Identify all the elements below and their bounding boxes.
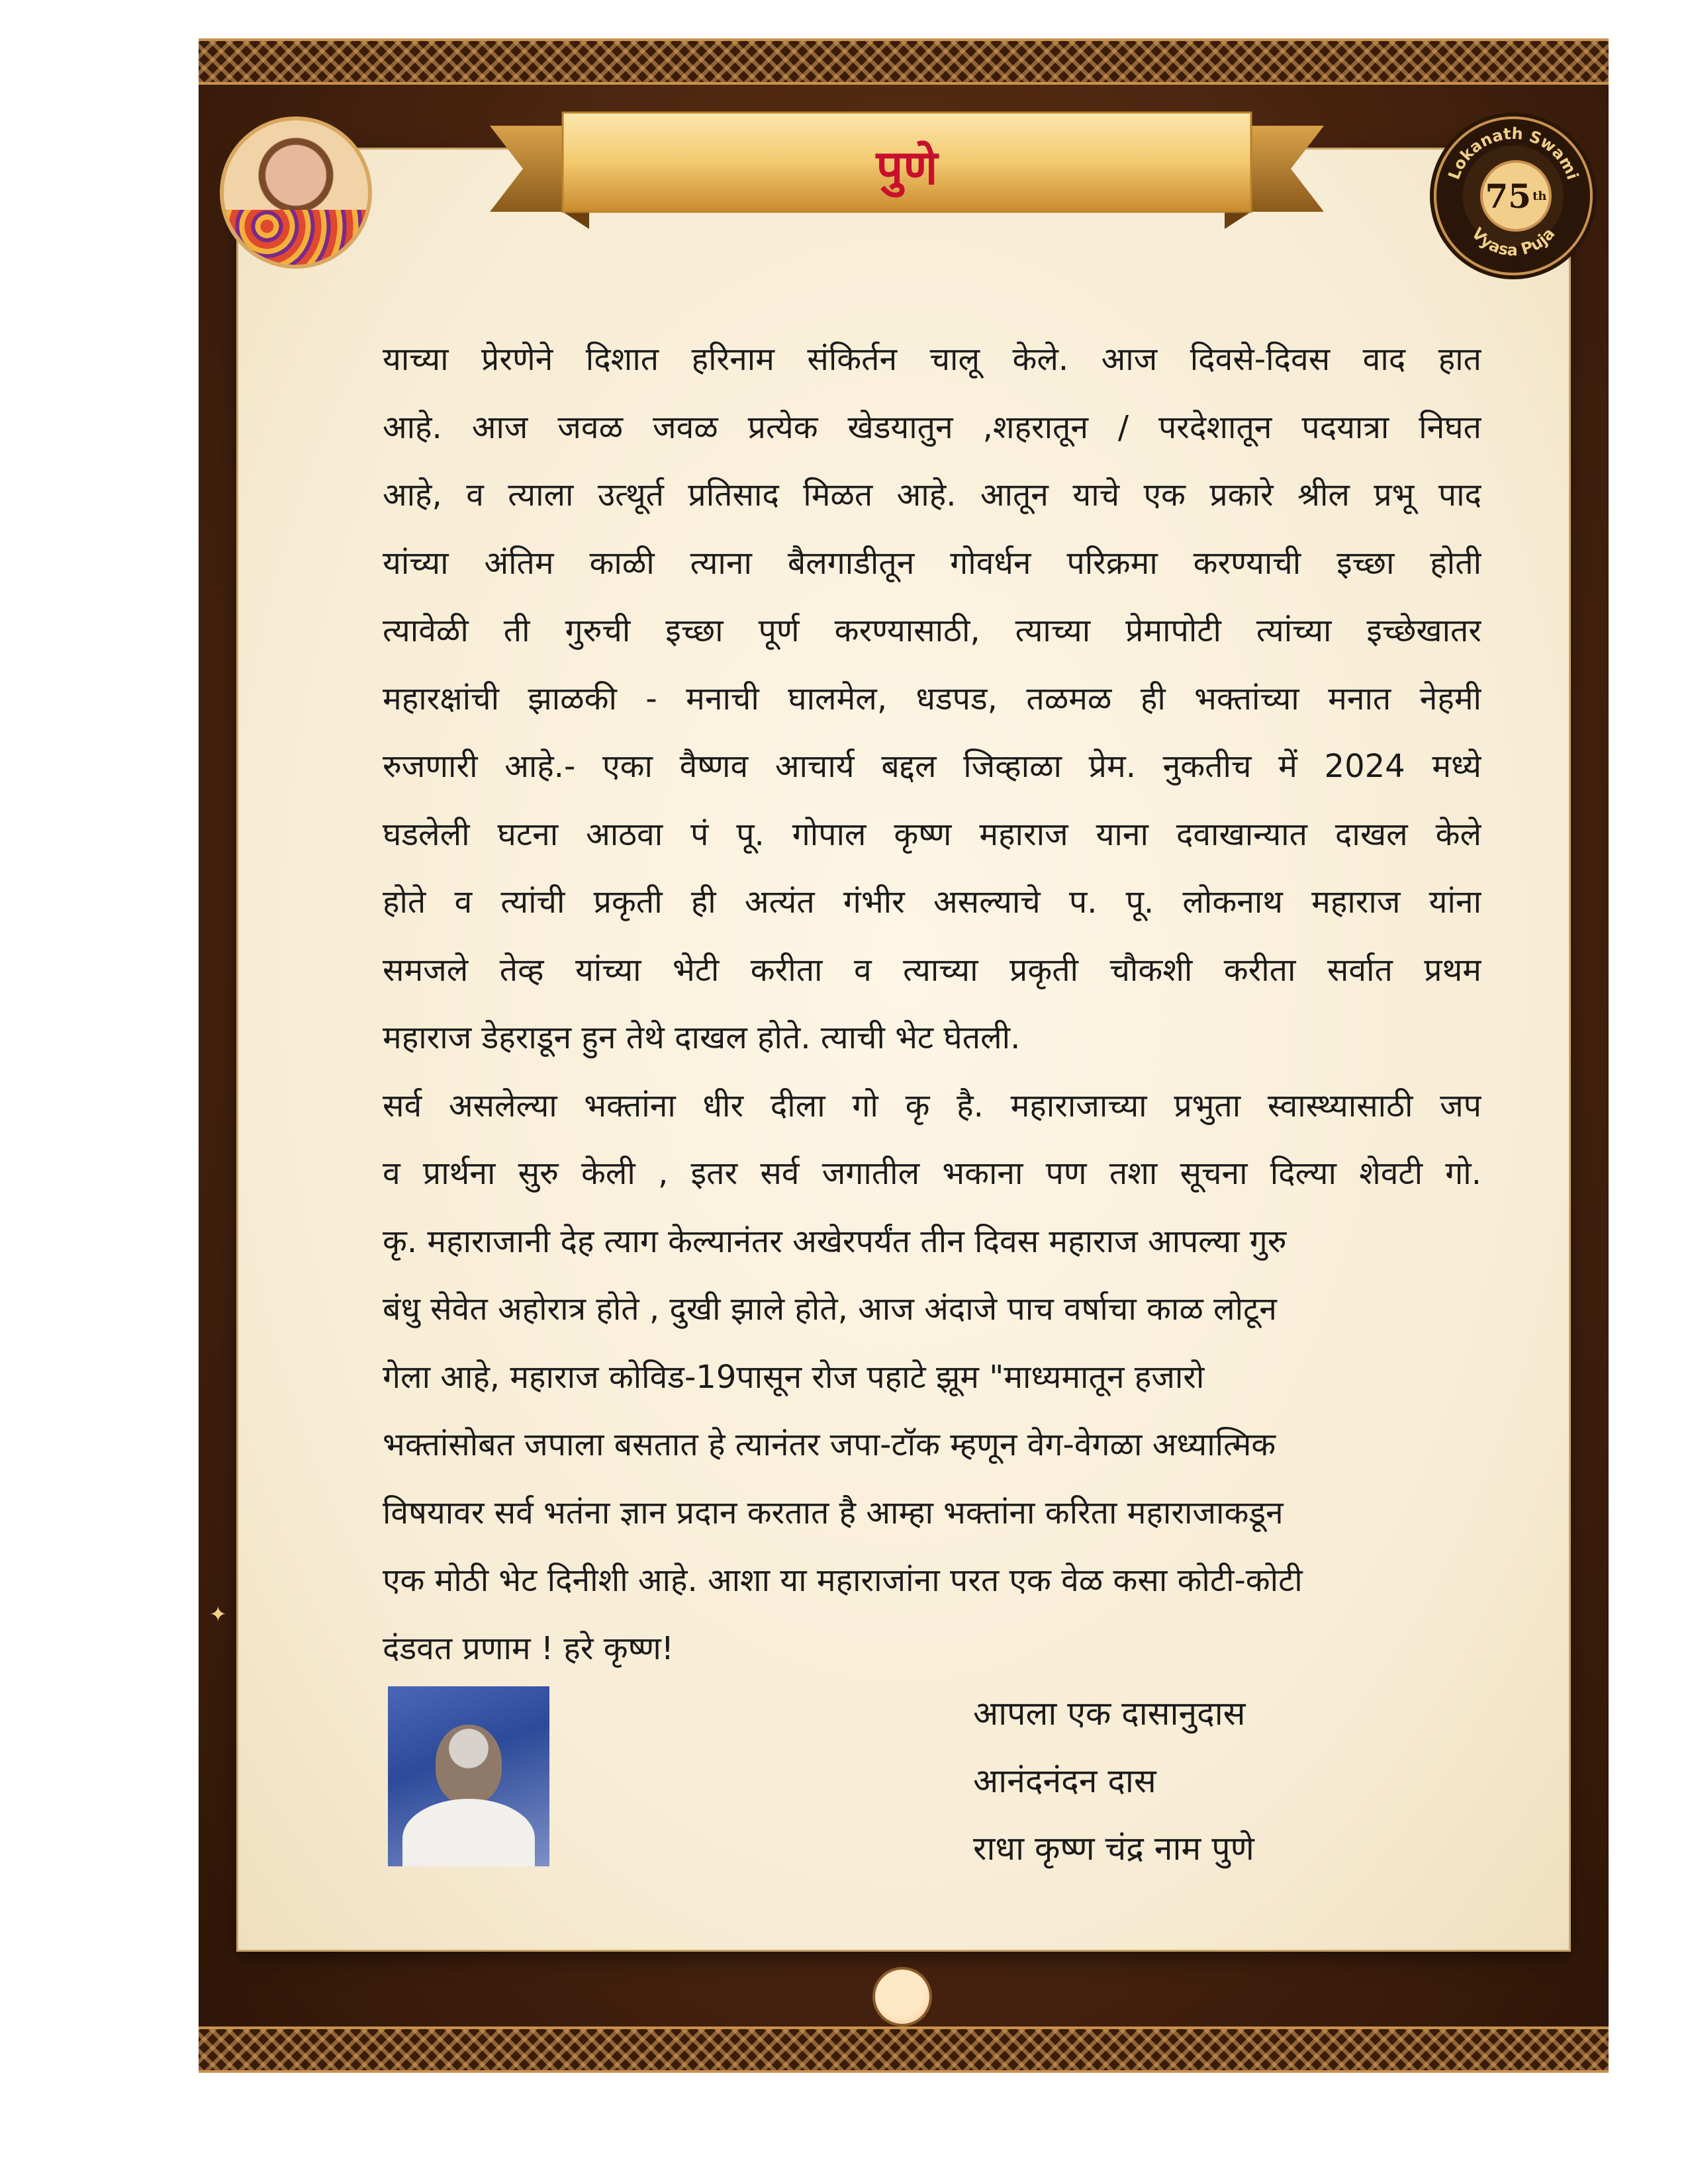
body-line: होते व त्यांची प्रकृती ही अत्यंत गंभीर असल्याचे प. पू. लोकनाथ महाराज यांना (383, 884, 1481, 921)
decorative-knob (875, 1970, 929, 2024)
body-line: त्यावेळी ती गुरुची इच्छा पूर्ण करण्यासाठी, त्याच्या प्रेमापोटी त्यांच्या इच्छेखातर (383, 612, 1481, 649)
author-face (436, 1725, 502, 1804)
signature-location: राधा कृष्ण चंद्र नाम पुणे (973, 1829, 1254, 1868)
seal-top-text: Lokanath Swami (1444, 124, 1582, 182)
vyasa-puja-seal (1434, 116, 1593, 275)
flower-garland (224, 210, 368, 265)
page-title: पुणे (876, 139, 938, 195)
body-line: बंधु सेवेत अहोरात्र होते , दुखी झाले होते, आज अंदाजे पाच वर्षाचा काळ लोटून (383, 1291, 1277, 1328)
body-line: गेला आहे, महाराज कोविड-19पासून रोज पहाटे झूम "माध्यमातून हजारो (383, 1358, 1205, 1396)
body-line: विषयावर सर्व भतंना ज्ञान प्रदान करतात है आम्हा भक्तांना करिता महाराजाकडून (383, 1494, 1284, 1531)
seal-number-badge (1480, 160, 1552, 232)
sparkle-icon: ✦ (209, 1602, 227, 1627)
body-line: घडलेली घटना आठवा पं पू. गोपाल कृष्ण महाराज याना दवाखान्यात दाखल केले (383, 815, 1481, 853)
body-line: रुजणारी आहे.- एका वैष्णव आचार्य बद्दल जिव्हाळा प्रेम. नुकतीच में 2024 मध्ये (383, 748, 1481, 785)
body-line: आहे. आज जवळ जवळ प्रत्येक खेडयातुन ,शहरातून / परदेशातून पदयात्रा निघत (383, 408, 1481, 446)
body-line: समजले तेव्ह यांच्या भेटी करीता व त्याच्या प्रकृती चौकशी करीता सर्वात प्रथम (383, 951, 1481, 989)
body-line: यांच्या अंतिम काळी त्याना बैलगाडीतून गोवर्धन परिक्रमा करण्याची इच्छा होती (383, 544, 1481, 582)
body-line: दंडवत प्रणाम ! हरे कृष्ण! (383, 1629, 675, 1667)
author-photo (388, 1686, 549, 1866)
body-line: एक मोठी भेट दिनीशी आहे. आशा या महाराजांना परत एक वेळ कसा कोटी-कोटी (383, 1562, 1303, 1599)
letter-body (383, 326, 1481, 1682)
portrait-photo (220, 116, 372, 269)
body-line: महाराज डेहराडून हुन तेथे दाखल होते. त्याची भेट घेतली. (383, 1019, 1021, 1056)
top-border-band (199, 38, 1609, 85)
body-line: महारक्षांची झाळकी - मनाची घालमेल, धडपड, तळमळ ही भक्तांच्या मनात नेहमी (383, 680, 1481, 717)
body-line: व प्रार्थना सुरु केली , इतर सर्व जगातील भकाना पण तशा सूचना दिल्या शेवटी गो. (383, 1155, 1481, 1192)
body-line: भक्तांसोबत जपाला बसतात हे त्यानंतर जपा-टॉक म्हणून वेग-वेगळा अध्यात्मिक (383, 1426, 1276, 1463)
body-line: सर्व असलेल्या भक्तांना धीर दीला गो कृ है. महाराजाच्या प्रभुता स्वास्थ्यासाठी जप (383, 1087, 1481, 1124)
body-line: याच्या प्रेरणेने दिशात हरिनाम संकिर्तन चालू केले. आज दिवसे-दिवस वाद हात (383, 341, 1481, 378)
seal-bottom-text: Vyasa Puja (1468, 224, 1559, 260)
body-line: कृ. महाराजानी देह त्याग केल्यानंतर अखेरपर्यंत तीन दिवस महाराज आपल्या गुरु (383, 1222, 1287, 1260)
seal-number: 75 (1485, 176, 1532, 216)
bottom-border-band (199, 2026, 1609, 2073)
signature-name: आनंदनंदन दास (973, 1762, 1156, 1800)
author-shirt (402, 1799, 535, 1866)
body-line: आहे, व त्याला उत्थूर्त प्रतिसाद मिळत आहे. आतून याचे एक प्रकारे श्रील प्रभू पाद (383, 477, 1481, 514)
signature-line-1: आपला एक दासानुदास (973, 1694, 1246, 1733)
seal-number-suffix: th (1532, 189, 1547, 203)
signature-block (973, 1680, 1254, 1882)
